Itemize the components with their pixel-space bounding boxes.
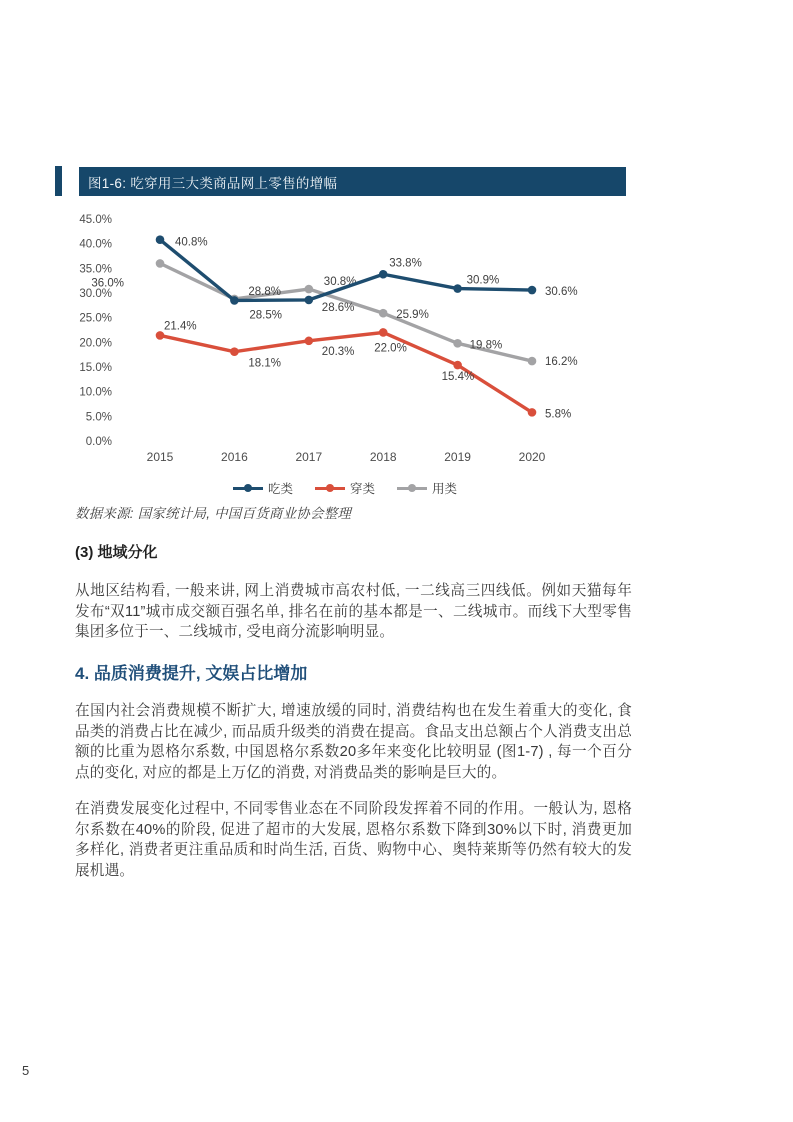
legend-line-marker-icon bbox=[233, 487, 263, 490]
data-label: 16.2% bbox=[545, 356, 578, 369]
section-heading-quality: 4. 品质消费提升, 文娱占比增加 bbox=[75, 664, 308, 683]
data-label: 21.4% bbox=[164, 320, 197, 333]
data-label: 28.8% bbox=[248, 285, 282, 298]
series-marker bbox=[528, 408, 537, 417]
section-heading-region: (3) 地域分化 bbox=[75, 544, 158, 561]
y-axis-tick-label: 10.0% bbox=[79, 386, 112, 399]
series-marker bbox=[379, 309, 388, 318]
data-label: 19.8% bbox=[469, 339, 503, 352]
figure-title-accent bbox=[55, 166, 62, 196]
x-axis-tick-label: 2016 bbox=[221, 450, 248, 464]
y-axis-tick-label: 20.0% bbox=[79, 337, 112, 350]
y-axis-tick-label: 35.0% bbox=[79, 263, 112, 276]
chart-legend bbox=[64, 479, 626, 497]
legend-dot-icon bbox=[244, 484, 252, 492]
x-axis-tick-label: 2020 bbox=[518, 450, 546, 464]
data-label: 22.0% bbox=[374, 342, 407, 355]
figure-title-bar bbox=[79, 167, 626, 196]
page-number: 5 bbox=[22, 1063, 30, 1078]
series-marker bbox=[230, 296, 239, 305]
data-label: 25.9% bbox=[396, 309, 429, 322]
series-marker bbox=[156, 259, 165, 268]
x-axis-tick-label: 2018 bbox=[369, 450, 397, 464]
paragraph-quality-1: 在国内社会消费规模不断扩大, 增速放缓的同时, 消费结构也在发生着重大的变化, 食品类的消费占比在减少, 而品质升级类的消费在提高。食品支出总额占个人消费支出总额的比重为恩格尔系数, 中国恩格尔系数20多年来变化比较明显 (图1-7) , 每一个百分点的变化, 对应的都是上万亿的消费, 对消费品类的影响是巨大的。 bbox=[75, 703, 632, 781]
y-axis-tick-label: 0.0% bbox=[85, 436, 112, 448]
y-axis-tick-label: 30.0% bbox=[79, 288, 112, 300]
data-label: 20.3% bbox=[321, 345, 355, 358]
legend-line-marker-icon bbox=[397, 487, 427, 490]
y-axis-tick-label: 15.0% bbox=[79, 362, 112, 374]
series-marker bbox=[305, 296, 314, 305]
series-marker bbox=[379, 328, 388, 337]
y-axis-tick-label: 45.0% bbox=[79, 214, 112, 226]
data-label: 33.8% bbox=[389, 257, 422, 270]
y-axis-tick-label: 25.0% bbox=[79, 312, 112, 325]
series-marker bbox=[305, 285, 314, 294]
legend-label: 用类 bbox=[432, 482, 458, 496]
series-marker bbox=[453, 361, 462, 370]
series-marker bbox=[379, 270, 388, 279]
data-label: 30.9% bbox=[466, 274, 500, 287]
x-axis-tick-label: 2017 bbox=[295, 450, 323, 464]
legend-label: 穿类 bbox=[349, 482, 375, 496]
data-label: 15.4% bbox=[441, 371, 475, 384]
y-axis-tick-label: 40.0% bbox=[79, 238, 112, 251]
legend-label: 吃类 bbox=[267, 482, 293, 496]
series-marker bbox=[230, 347, 239, 356]
data-label: 28.5% bbox=[249, 309, 283, 322]
data-label: 28.6% bbox=[321, 301, 355, 314]
series-marker bbox=[453, 339, 462, 348]
data-label: 18.1% bbox=[248, 357, 282, 370]
data-source-note: 数据来源: 国家统计局, 中国百货商业协会整理 bbox=[75, 506, 352, 521]
legend-dot-icon bbox=[408, 484, 416, 492]
legend-item bbox=[233, 479, 293, 497]
legend-item bbox=[397, 479, 457, 497]
data-label: 40.8% bbox=[175, 236, 208, 249]
series-marker bbox=[305, 337, 314, 346]
data-label: 30.8% bbox=[323, 276, 357, 289]
figure-title: 图1-6: 吃穿用三大类商品网上零售的增幅 bbox=[88, 175, 338, 191]
series-marker bbox=[453, 284, 462, 293]
series-marker bbox=[156, 331, 165, 340]
line-chart bbox=[64, 203, 626, 471]
paragraph-region: 从地区结构看, 一般来讲, 网上消费城市高农村低, 一二线高三四线低。例如天猫每年发布“双11”城市成交额百强名单, 排名在前的基本都是一、二线城市。而线下大型零售集团多位于一、二线城市, 受电商分流影响明显。 bbox=[75, 583, 632, 640]
x-axis-tick-label: 2015 bbox=[146, 450, 174, 464]
y-axis-tick-label: 5.0% bbox=[85, 411, 112, 424]
series-marker bbox=[528, 286, 537, 295]
legend-item bbox=[315, 479, 375, 497]
data-label: 36.0% bbox=[91, 277, 124, 290]
data-label: 5.8% bbox=[545, 408, 572, 421]
series-marker bbox=[528, 357, 537, 366]
paragraph-quality-2: 在消费发展变化过程中, 不同零售业态在不同阶段发挥着不同的作用。一般认为, 恩格尔系数在40%的阶段, 促进了超市的大发展, 恩格尔系数下降到30%以下时, 消费更加多样化, 消费者更注重品质和时尚生活, 百货、购物中心、奥特莱斯等仍然有较大的发展机遇。 bbox=[75, 801, 632, 879]
data-label: 30.6% bbox=[545, 286, 578, 299]
series-marker bbox=[156, 235, 165, 244]
legend-dot-icon bbox=[326, 484, 334, 492]
legend-line-marker-icon bbox=[315, 487, 345, 490]
x-axis-tick-label: 2019 bbox=[444, 450, 471, 464]
